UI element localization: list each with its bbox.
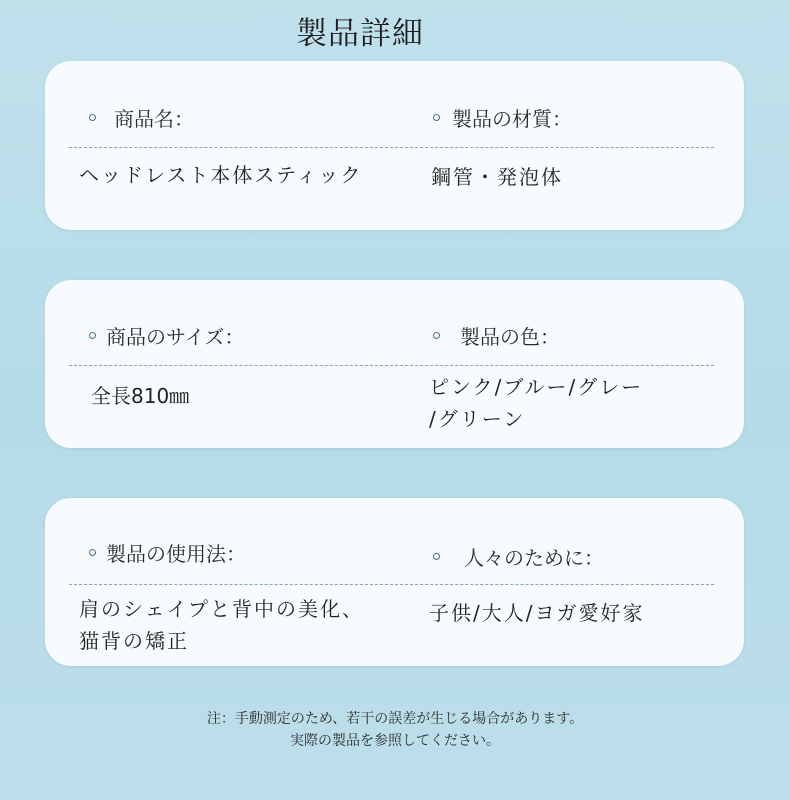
value-material: 鋼管・発泡体: [431, 165, 563, 189]
value-color: [429, 371, 643, 435]
detail-card-size-color: [45, 280, 744, 448]
bullet-icon: [433, 332, 440, 339]
value-audience: 子供/大人/ヨガ愛好家: [429, 601, 645, 625]
label-audience: [433, 542, 604, 571]
label-text: 人々のために：: [464, 546, 604, 570]
dashed-divider: [69, 365, 714, 366]
dashed-divider: [69, 147, 714, 148]
value-product-name: ヘッドレスト本体スティック: [79, 163, 363, 187]
page-title: 製品詳細: [296, 16, 424, 52]
bullet-icon: [89, 114, 96, 121]
detail-card-usage-audience: [45, 498, 744, 666]
value-usage-line2: 猫背の矯正: [79, 629, 189, 653]
bullet-icon: [89, 549, 96, 556]
label-text: 商品のサイズ：: [106, 325, 245, 349]
footnote-line2: 実際の製品を参照してください。: [290, 733, 500, 749]
label-text: 製品の色：: [460, 325, 560, 349]
label-text: 製品の使用法：: [106, 542, 246, 566]
label-color: [433, 321, 560, 350]
label-size: [89, 321, 244, 350]
value-color-line1: ピンク/ブルー/グレー: [429, 375, 644, 399]
detail-card-name-material: [45, 61, 744, 230]
footnote: [0, 708, 790, 752]
label-usage: [89, 538, 246, 567]
dashed-divider: [69, 584, 714, 585]
footnote-line1: 注：手動測定のため、若干の誤差が生じる場合があります。: [206, 711, 584, 727]
label-text: 製品の材質：: [452, 107, 572, 131]
value-color-line2: /グリーン: [429, 407, 526, 431]
value-usage: [79, 593, 364, 657]
bullet-icon: [433, 553, 440, 560]
value-size: 全長810㎜: [91, 384, 190, 408]
bullet-icon: [89, 332, 96, 339]
label-text: 商品名：: [114, 107, 194, 131]
value-usage-line1: 肩のシェイプと背中の美化、: [79, 597, 364, 621]
label-product-name: [89, 103, 194, 132]
bullet-icon: [433, 114, 440, 121]
label-material: [433, 103, 572, 132]
